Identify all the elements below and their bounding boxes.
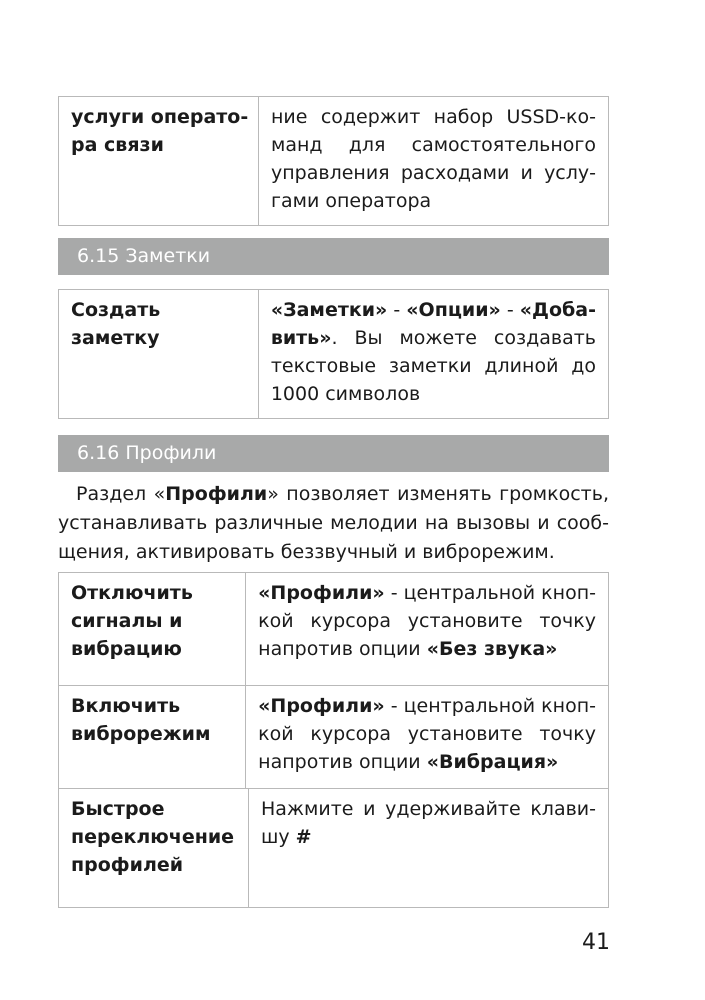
- row-description: «Профили» - центральной кноп- кой курсора установите точку напротив опции «Без звука»: [258, 582, 596, 660]
- table-row: [59, 290, 608, 418]
- table-row: [59, 788, 608, 907]
- row-term: услуги операто- ра связи: [59, 97, 259, 225]
- row-description: ние содержит набор USSD-ко- манд для самостоятельного управления расходами и услу- гами оператора: [271, 106, 596, 212]
- row-term: Быстрое переключение профилей: [59, 789, 249, 907]
- notes-table: [58, 289, 609, 419]
- row-term: Включить виброрежим: [59, 686, 246, 788]
- operator-services-table: [58, 96, 609, 226]
- row-description: «Профили» - центральной кноп- кой курсора установите точку напротив опции «Вибрация»: [258, 695, 596, 773]
- table-row: [59, 97, 608, 225]
- row-term: Создать заметку: [59, 290, 259, 418]
- profiles-table: [58, 572, 609, 908]
- profiles-paragraph: Раздел «Профили» позволяет изменять громкость, устанавливать различные мелодии на вызовы и сооб- щения, активировать беззвучный и виброрежим.: [58, 483, 609, 563]
- table-row: [59, 573, 608, 685]
- table-row: [59, 685, 608, 788]
- row-term: Отключить сигналы и вибрацию: [59, 573, 246, 685]
- section-heading-notes: 6.15 Заметки: [58, 238, 609, 275]
- section-heading-profiles: 6.16 Профили: [58, 435, 609, 472]
- row-description: «Заметки» - «Опции» - «Доба- вить». Вы можете создавать текстовые заметки длиной до 1000 символов: [270, 299, 596, 405]
- page-number: 41: [582, 930, 610, 955]
- row-description: Нажмите и удерживайте клави- шу #: [261, 798, 596, 848]
